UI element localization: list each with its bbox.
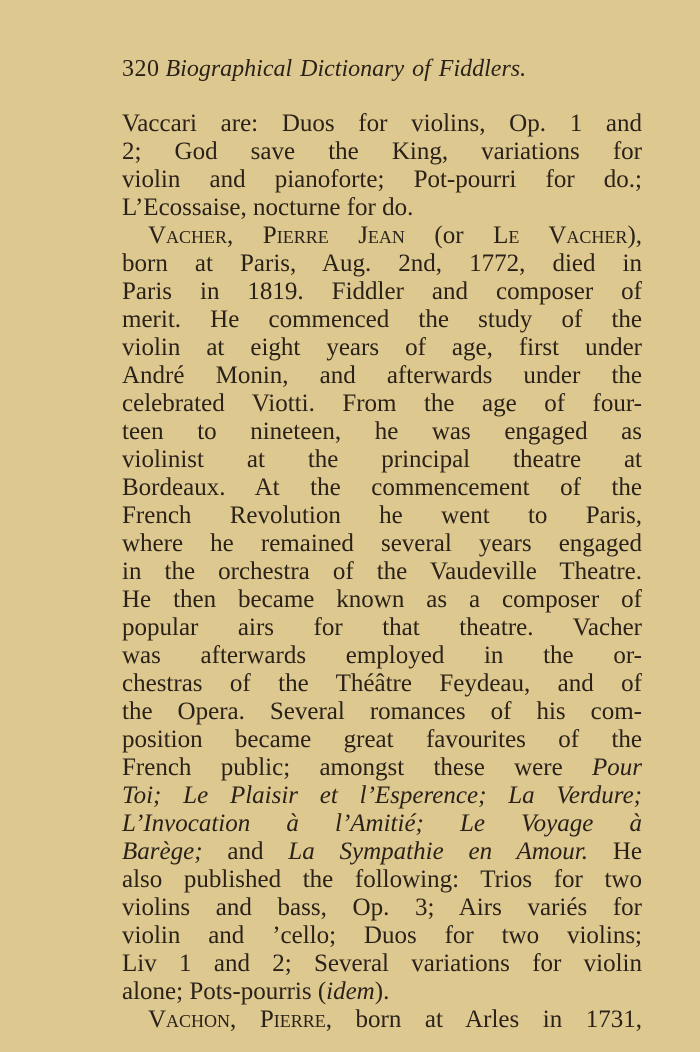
text-line: [122, 110, 642, 138]
italic-title: idem: [326, 978, 375, 1005]
running-title: Biographical Dictionary of Fiddlers.: [165, 56, 527, 82]
text-line: [122, 670, 642, 698]
text-segment: born at Arles in 1731,: [332, 1006, 642, 1033]
text-segment: violin at eight years of age, first under: [122, 334, 642, 361]
text-line: [122, 810, 642, 838]
text-line: [122, 866, 642, 894]
italic-title: La Sympathie en Amour.: [288, 838, 589, 865]
text-segment: position became great favourites of the: [122, 726, 642, 753]
text-line: [122, 754, 642, 782]
text-line: [122, 390, 642, 418]
body-text: [122, 110, 642, 1034]
entry-name: Le Vacher: [493, 222, 628, 249]
text-line: [122, 250, 642, 278]
text-line: [122, 698, 642, 726]
text-segment: Paris in 1819. Fiddler and composer of: [122, 278, 642, 305]
text-segment: Bordeaux. At the commencement of the: [122, 474, 642, 501]
text-line: [122, 614, 642, 642]
text-segment: violin and ’cello; Duos for two violins;: [122, 922, 642, 949]
page-header: [122, 54, 642, 84]
text-segment: André Monin, and afterwards under the: [122, 362, 642, 389]
text-segment: French public; amongst these were: [122, 754, 592, 781]
text-segment: He: [588, 838, 642, 865]
text-line: [122, 222, 642, 250]
page-number: 320: [122, 56, 160, 82]
entry-name: Vacher, Pierre Jean: [148, 222, 405, 249]
text-line: [122, 166, 642, 194]
text-segment: ).: [374, 978, 390, 1005]
text-line: [122, 138, 642, 166]
text-segment: (or: [404, 222, 494, 249]
text-segment: ),: [627, 222, 643, 249]
text-line: [122, 1006, 642, 1034]
text-line: [122, 502, 642, 530]
text-segment: born at Paris, Aug. 2nd, 1772, died in: [122, 250, 642, 277]
text-line: [122, 446, 642, 474]
text-segment: He then became known as a composer of: [122, 586, 642, 613]
text-line: [122, 418, 642, 446]
text-line: [122, 474, 642, 502]
text-line: [122, 894, 642, 922]
text-line: [122, 362, 642, 390]
text-segment: and: [202, 838, 289, 865]
text-segment: where he remained several years engaged: [122, 530, 642, 557]
text-line: [122, 558, 642, 586]
italic-title: Barège;: [122, 838, 203, 865]
text-line: [122, 530, 642, 558]
italic-title: L’Invocation à l’Amitié; Le Voyage à: [122, 810, 642, 837]
text-line: [122, 586, 642, 614]
text-line: [122, 278, 642, 306]
text-segment: in the orchestra of the Vaudeville Theatre.: [122, 558, 642, 585]
text-line: [122, 194, 642, 222]
text-segment: chestras of the Théâtre Feydeau, and of: [122, 670, 642, 697]
text-segment: celebrated Viotti. From the age of four-: [122, 390, 642, 417]
text-segment: popular airs for that theatre. Vacher: [122, 614, 642, 641]
italic-title: Pour: [592, 754, 642, 781]
text-line: [122, 642, 642, 670]
text-line: [122, 978, 642, 1006]
text-segment: French Revolution he went to Paris,: [122, 502, 642, 529]
text-segment: merit. He commenced the study of the: [122, 306, 642, 333]
text-segment: also published the following: Trios for two: [122, 866, 642, 893]
text-line: [122, 922, 642, 950]
italic-title: Toi; Le Plaisir et l’Esperence; La Verdure;: [122, 782, 642, 809]
text-line: [122, 334, 642, 362]
text-segment: teen to nineteen, he was engaged as: [122, 418, 642, 445]
text-segment: violins and bass, Op. 3; Airs variés for: [122, 894, 642, 921]
text-segment: the Opera. Several romances of his com-: [122, 698, 642, 725]
text-segment: alone; Pots-pourris (: [122, 978, 327, 1005]
text-line: [122, 782, 642, 810]
text-segment: was afterwards employed in the or-: [122, 642, 642, 669]
text-segment: Liv 1 and 2; Several variations for violin: [122, 950, 642, 977]
text-line: [122, 306, 642, 334]
text-segment: 2; God save the King, variations for: [122, 138, 642, 165]
text-segment: Vaccari are: Duos for violins, Op. 1 and: [122, 110, 642, 137]
text-segment: violin and pianoforte; Pot-pourri for do.;: [122, 166, 642, 193]
text-line: [122, 950, 642, 978]
text-line: [122, 726, 642, 754]
entry-name: Vachon, Pierre,: [148, 1006, 332, 1033]
text-line: [122, 838, 642, 866]
text-segment: violinist at the principal theatre at: [122, 446, 642, 473]
text-segment: L’Ecossaise, nocturne for do.: [122, 194, 414, 221]
